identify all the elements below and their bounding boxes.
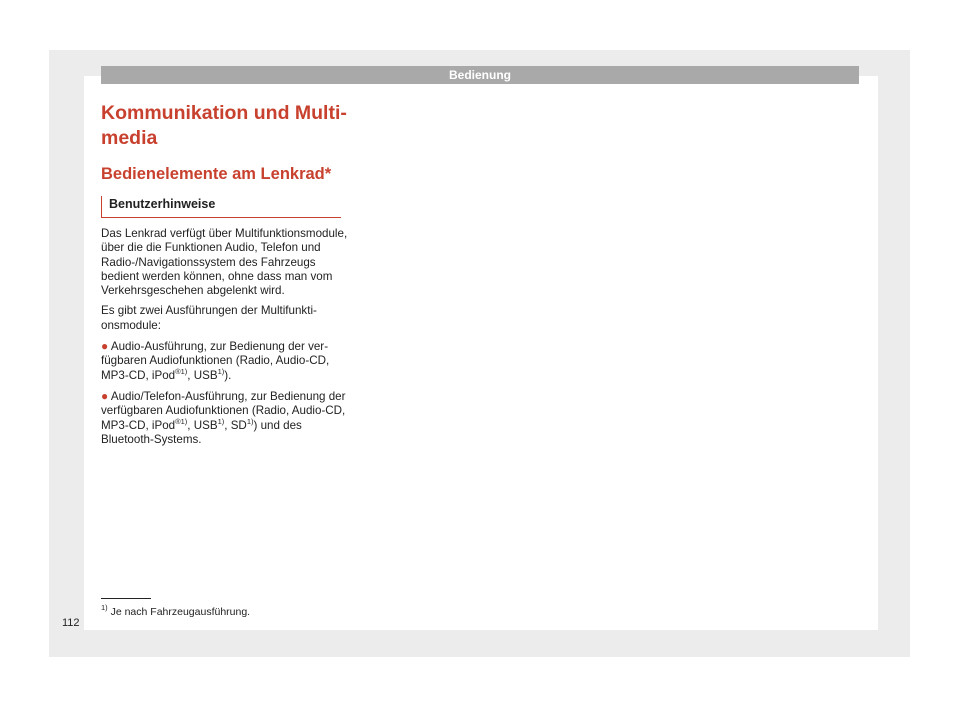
section-title: Bedienelemente am Lenkrad* [101,165,332,183]
footnote-ref: 1) [217,416,225,426]
page-number: 112 [62,617,80,629]
footnote-divider [101,598,151,599]
list-item-text: ) und des Bluetooth-Systems. [101,418,302,446]
footnote-text: Je nach Fahrzeugausführung. [107,606,251,618]
list-item-text: , SD [224,418,247,432]
list-item-text: , USB [187,368,218,382]
list-item-text: Audio/Telefon-Ausführung, zur Bedienung der verfügbaren Audiofunktionen (Radio, Audio-CD, MP3-CD, iPod [101,389,346,432]
body-text [101,227,351,453]
chapter-title: Kommunikation und Multimedia [101,102,347,149]
list-item-text: Audio-Ausführung, zur Bedienung der verfügbaren Audiofunktionen (Radio, Audio-CD, MP3-CD, iPod [101,340,330,382]
footnote-marker: 1) [101,603,108,612]
footnote-ref: ®1) [175,366,188,376]
list-item-text: ). [224,368,232,382]
list-item-text: , USB [187,418,218,432]
footnote-ref: 1) [217,366,225,376]
footnote-ref: ®1) [175,416,188,426]
footnote [101,603,251,618]
bullet-icon: ● [101,388,109,403]
bullet-icon: ● [101,339,109,354]
section-header-label: Bedienung [449,68,511,82]
list-item-audio-phone [101,389,351,447]
list-item-audio [101,339,351,383]
subsection-title: Benutzerhinweise [109,197,216,211]
subsection-heading [101,196,341,218]
paragraph-variants: Es gibt zwei Ausführungen der Multifunktionsmodule: [101,304,317,332]
paragraph-intro: Das Lenkrad verfügt über Multifunktionsmodule, über die die Funktionen Audio, Telefon und Radio-/Navigationssystem des Fahrzeugs bedient werden können, ohne dass man vom Verkehrsgeschehen abgelenkt wird. [101,227,348,298]
footnote-ref: 1) [246,416,254,426]
section-header-bar [101,66,859,84]
